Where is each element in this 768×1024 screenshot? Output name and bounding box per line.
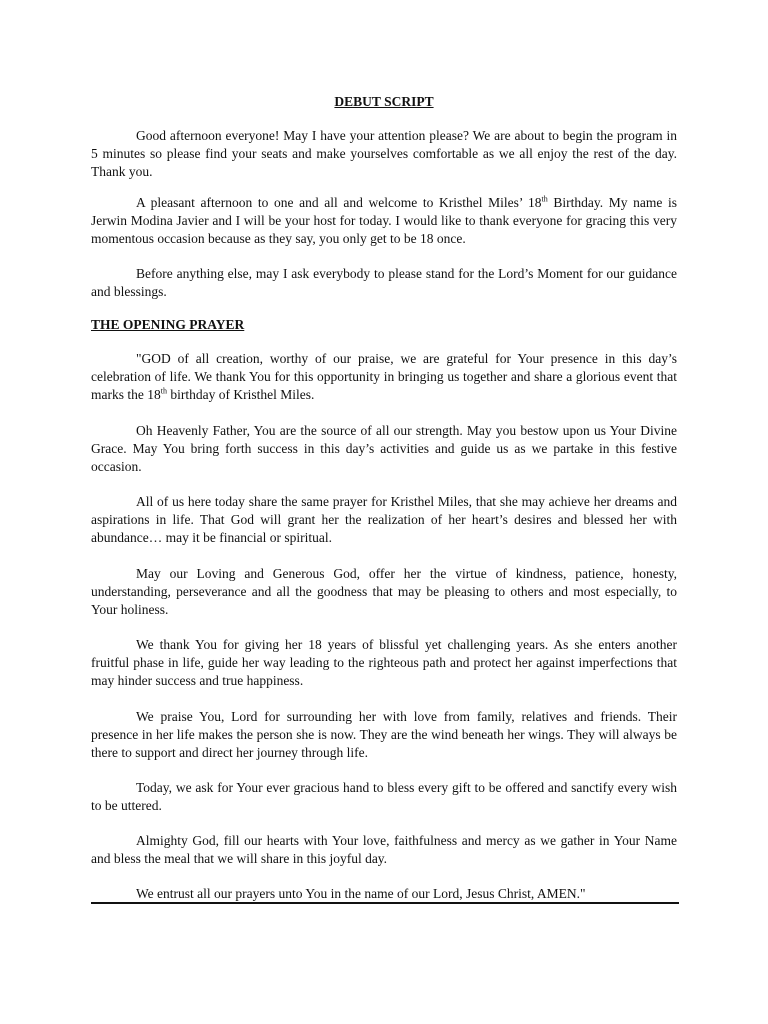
ordinal-suffix: th bbox=[541, 194, 548, 204]
prayer-paragraph-2: Oh Heavenly Father, You are the source of all our strength. May you bestow upon us Your Divine Grace. May You bring forth success in this day’s activities and guide us as we partake in this festive occasion. bbox=[91, 423, 677, 474]
prayer-paragraph-1-text-a: "GOD of all creation, worthy of our praise, we are grateful for Your presence in this day’s celebration of life. We thank You for this opportunity in bringing us together and share a glorious event that marks the 18 bbox=[91, 351, 677, 402]
intro-paragraph-1: Good afternoon everyone! May I have your attention please? We are about to begin the program in 5 minutes so please find your seats and make yourselves comfortable as we all enjoy the rest of the day. Thank you. bbox=[91, 128, 677, 179]
prayer-paragraph-5: We thank You for giving her 18 years of blissful yet challenging years. As she enters another fruitful phase in life, guide her way leading to the righteous path and protect her against imperfections that may hinder success and true happiness. bbox=[91, 637, 677, 688]
intro-paragraph-3: Before anything else, may I ask everybody to please stand for the Lord’s Moment for our guidance and blessings. bbox=[91, 266, 677, 299]
intro-paragraph-2 bbox=[91, 194, 677, 248]
ordinal-suffix: th bbox=[160, 386, 167, 396]
prayer-paragraph-3: All of us here today share the same prayer for Kristhel Miles, that she may achieve her dreams and aspirations in life. That God will grant her the realization of her heart’s desires and blessed her with abundance… may it be financial or spiritual. bbox=[91, 494, 677, 545]
section-heading: THE OPENING PRAYER bbox=[91, 317, 245, 332]
prayer-paragraph-1-text-b: birthday of Kristhel Miles. bbox=[166, 387, 315, 402]
intro-paragraph-2-text-b: Birthday. My name is Jerwin Modina Javier and I will be your host for today. I would like to thank everyone for gracing this very momentous occasion because as they say, you only get to be 18 once. bbox=[91, 195, 677, 246]
prayer-paragraph-1 bbox=[91, 350, 677, 404]
document-title: DEBUT SCRIPT bbox=[334, 94, 434, 109]
prayer-paragraph-8: Almighty God, fill our hearts with Your love, faithfulness and mercy as we gather in Your Name and bless the meal that we will share in this joyful day. bbox=[91, 833, 677, 866]
prayer-paragraph-6: We praise You, Lord for surrounding her with love from family, relatives and friends. Their presence in her life makes the person she is now. They are the wind beneath her wings. They will always be there to support and direct her journey through life. bbox=[91, 709, 677, 760]
intro-paragraph-2-text-a: A pleasant afternoon to one and all and welcome to Kristhel Miles’ 18 bbox=[136, 195, 542, 210]
prayer-paragraph-4: May our Loving and Generous God, offer her the virtue of kindness, patience, honesty, understanding, perseverance and all the goodness that may be pleasing to others and most especially, to Your holiness. bbox=[91, 566, 677, 617]
prayer-paragraph-7: Today, we ask for Your ever gracious hand to bless every gift to be offered and sanctify every wish to be uttered. bbox=[91, 780, 677, 813]
prayer-paragraph-9: We entrust all our prayers unto You in the name of our Lord, Jesus Christ, AMEN." bbox=[136, 886, 586, 901]
closing-rule bbox=[91, 902, 679, 904]
